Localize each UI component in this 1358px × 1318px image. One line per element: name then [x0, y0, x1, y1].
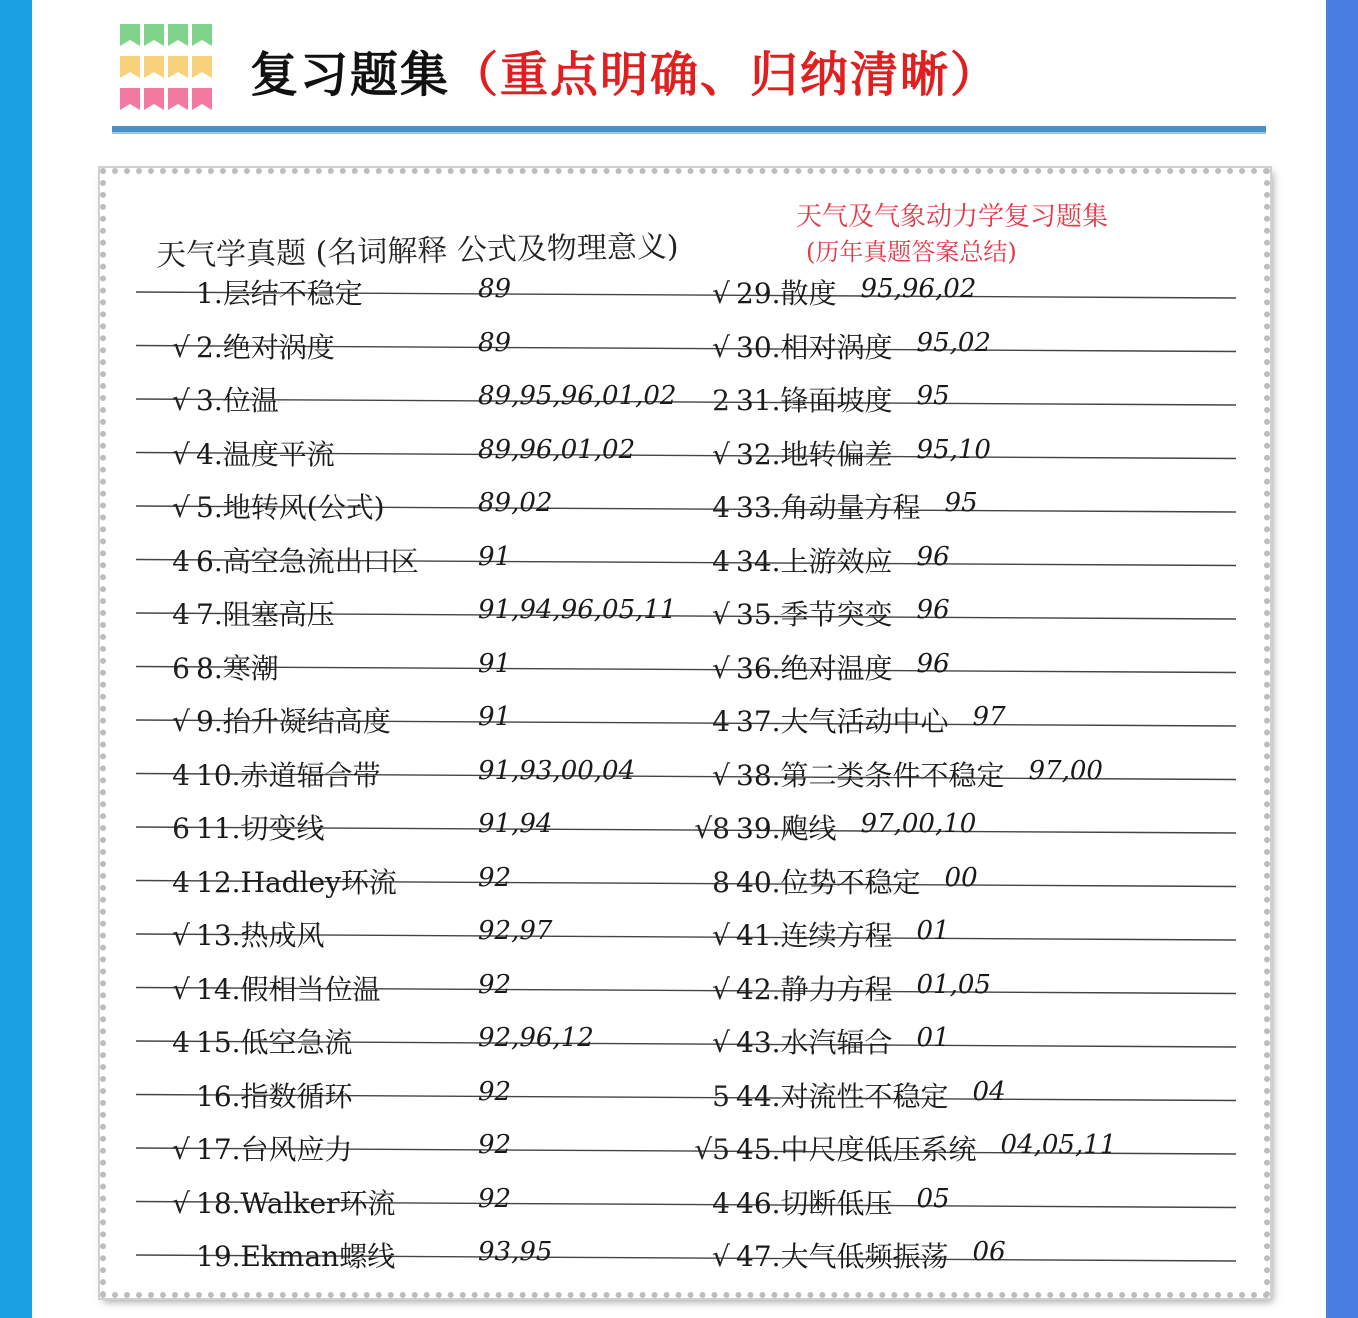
list-item — [686, 1021, 893, 1061]
check-mark: 5 — [712, 1079, 730, 1113]
check-mark: √8 — [694, 812, 730, 845]
list-item — [146, 1021, 353, 1061]
exam-years: 91 — [478, 541, 512, 572]
term-text: 35.季节突变 — [736, 598, 893, 631]
term-text: 17.台风应力 — [196, 1133, 353, 1166]
check-mark: 4 — [172, 758, 190, 792]
list-item — [686, 754, 1005, 794]
check-mark: 4 — [172, 544, 190, 578]
term-text: 39.飑线 — [736, 812, 837, 845]
exam-years: 95 — [916, 381, 950, 411]
exam-years: 91,94,96,05,11 — [478, 595, 677, 625]
check-mark: 4 — [712, 544, 730, 578]
term-text: 3.位温 — [196, 384, 279, 417]
list-item — [686, 272, 837, 312]
exam-years: 96 — [916, 648, 950, 679]
term-text: 8.寒潮 — [196, 651, 279, 685]
term-text: 45.中尺度低压系统 — [736, 1133, 977, 1166]
exam-years: 89 — [478, 274, 512, 304]
check-mark: √ — [712, 1026, 730, 1059]
term-text: 33.角动量方程 — [736, 491, 921, 524]
exam-years: 95,02 — [916, 327, 991, 358]
check-mark: 8 — [712, 865, 730, 899]
check-mark: √ — [712, 437, 730, 471]
exam-years: 01,05 — [916, 969, 991, 1000]
term-text: 47.大气低频振荡 — [736, 1240, 949, 1273]
scanned-handwritten-page — [100, 168, 1270, 1298]
term-text: 2.绝对涡度 — [196, 330, 335, 364]
list-item — [146, 1075, 353, 1115]
term-text: 30.相对涡度 — [736, 330, 893, 364]
exam-years: 92,96,12 — [478, 1023, 594, 1053]
term-text: 15.低空急流 — [196, 1026, 353, 1059]
page-title-main: 复习题集 — [250, 47, 451, 103]
term-text: 13.热成风 — [196, 919, 325, 952]
page-header — [112, 14, 1266, 134]
check-mark: 4 — [172, 865, 190, 899]
term-text: 44.对流性不稳定 — [736, 1079, 949, 1113]
stamp-title: 天气及气象动力学复习题集 — [796, 202, 1109, 232]
exam-years: 96 — [916, 541, 950, 572]
check-mark: √ — [172, 705, 190, 738]
exam-years: 92 — [478, 1076, 512, 1107]
check-mark: √ — [172, 491, 190, 524]
exam-years: 04 — [972, 1076, 1006, 1107]
list-item — [686, 379, 893, 419]
handwritten-heading: 天气学真题 (名词解释 公式及物理意义) — [155, 229, 679, 274]
bunting-flags-icon — [120, 24, 216, 116]
term-text: 29.散度 — [736, 277, 837, 310]
term-text: 18.Walker环流 — [196, 1186, 396, 1220]
check-mark: 4 — [712, 1186, 730, 1220]
check-mark: 4 — [712, 705, 730, 738]
list-item — [686, 861, 921, 901]
exam-years: 93,95 — [478, 1237, 553, 1267]
list-item — [146, 540, 419, 580]
exam-years: 04,05,11 — [1000, 1130, 1117, 1160]
right-frame-bar — [1326, 0, 1358, 1318]
check-mark: √ — [172, 919, 190, 952]
term-text: 43.水汽辐合 — [736, 1026, 893, 1059]
list-item — [686, 326, 893, 366]
list-item — [686, 968, 893, 1008]
check-mark: √ — [172, 972, 190, 1006]
term-text: 11.切变线 — [196, 812, 325, 845]
check-mark: 6 — [172, 651, 190, 685]
check-mark: √ — [172, 330, 190, 364]
term-text: 46.切断低压 — [736, 1186, 893, 1220]
check-mark: √ — [712, 651, 730, 685]
list-item — [146, 968, 381, 1008]
exam-years: 91,94 — [478, 809, 553, 839]
exam-years: 97,00,10 — [860, 809, 977, 839]
exam-years: 96 — [916, 595, 950, 625]
list-item — [686, 540, 893, 580]
term-text: 5.地转风(公式) — [196, 491, 385, 524]
check-mark: 4 — [172, 598, 190, 631]
exam-years: 92 — [478, 1130, 512, 1160]
exam-years: 95 — [944, 488, 978, 518]
list-item — [146, 433, 335, 473]
exam-years: 97 — [972, 702, 1006, 732]
list-item — [686, 807, 837, 847]
exam-years: 00 — [944, 862, 978, 893]
page-title — [250, 36, 1000, 105]
check-mark: 2 — [712, 384, 730, 417]
term-text: 32.地转偏差 — [736, 437, 893, 471]
term-text: 31.锋面坡度 — [736, 384, 893, 417]
list-item — [146, 861, 397, 901]
list-item — [146, 1182, 395, 1222]
exam-years: 91 — [478, 648, 512, 679]
check-mark: √ — [712, 330, 730, 364]
list-item — [146, 807, 325, 847]
header-divider — [112, 126, 1266, 134]
check-mark: √ — [172, 1186, 190, 1220]
term-text: 10.赤道辐合带 — [196, 758, 381, 792]
stamp-subtitle: (历年真题答案总结) — [806, 238, 1017, 266]
exam-years: 95,96,02 — [860, 274, 977, 304]
exam-years: 91,93,00,04 — [478, 755, 636, 786]
exam-years: 89 — [478, 327, 512, 358]
check-mark: 4 — [172, 1026, 190, 1059]
list-item — [686, 593, 893, 633]
term-text: 12.Hadley环流 — [196, 865, 397, 899]
list-item — [146, 379, 279, 419]
exam-years: 05 — [916, 1183, 950, 1214]
exam-years: 92 — [478, 969, 512, 1000]
list-item — [146, 700, 391, 740]
exam-years: 06 — [972, 1237, 1006, 1267]
check-mark: √ — [712, 972, 730, 1006]
check-mark: √ — [172, 1133, 190, 1166]
term-text: 1.层结不稳定 — [196, 277, 363, 310]
exam-years: 89,96,01,02 — [478, 434, 636, 465]
check-mark: √ — [172, 437, 190, 471]
list-item — [686, 486, 921, 526]
list-item — [146, 272, 363, 312]
left-frame-bar — [0, 0, 32, 1318]
term-text: 16.指数循环 — [196, 1079, 353, 1113]
list-item — [686, 433, 893, 473]
check-mark: √ — [712, 919, 730, 952]
exam-years: 92,97 — [478, 916, 553, 946]
list-item — [686, 914, 893, 954]
exam-years: 89,02 — [478, 488, 553, 518]
exam-years: 95,10 — [916, 434, 991, 465]
list-item — [146, 593, 335, 633]
list-item — [146, 1235, 395, 1275]
term-text: 19.Ekman螺线 — [196, 1240, 396, 1273]
check-mark: √ — [712, 598, 730, 631]
term-text: 7.阻塞高压 — [196, 598, 335, 631]
exam-years: 92 — [478, 1183, 512, 1214]
list-item — [146, 754, 381, 794]
exam-years: 01 — [916, 916, 950, 946]
list-item — [146, 914, 325, 954]
check-mark: 4 — [712, 491, 730, 524]
list-item — [146, 326, 335, 366]
check-mark: √5 — [694, 1133, 730, 1166]
check-mark: √ — [172, 384, 190, 417]
check-mark: √ — [712, 758, 730, 792]
term-text: 41.连续方程 — [736, 919, 893, 952]
term-text: 4.温度平流 — [196, 437, 335, 471]
term-text: 6.高空急流出口区 — [196, 544, 419, 578]
term-text: 36.绝对温度 — [736, 651, 893, 685]
exam-years: 92 — [478, 862, 512, 893]
list-item — [686, 647, 893, 687]
check-mark: √ — [712, 277, 730, 310]
list-item — [686, 1075, 949, 1115]
exam-years: 89,95,96,01,02 — [478, 381, 677, 411]
list-item — [146, 647, 279, 687]
term-text: 34.上游效应 — [736, 544, 893, 578]
term-text: 42.静力方程 — [736, 972, 893, 1006]
check-mark: 6 — [172, 812, 190, 845]
exam-years: 01 — [916, 1023, 950, 1053]
list-item — [686, 1235, 949, 1275]
check-mark: √ — [712, 1240, 730, 1273]
term-text: 40.位势不稳定 — [736, 865, 921, 899]
list-item — [686, 1128, 977, 1168]
list-item — [146, 486, 385, 526]
term-text: 38.第二类条件不稳定 — [736, 758, 1005, 792]
exam-years: 97,00 — [1028, 755, 1103, 786]
list-item — [686, 1182, 893, 1222]
list-item — [146, 1128, 353, 1168]
list-item — [686, 700, 949, 740]
term-text: 14.假相当位温 — [196, 972, 381, 1006]
page-subtitle: （重点明确、归纳清晰） — [450, 47, 1001, 103]
term-text: 37.大气活动中心 — [736, 705, 949, 738]
term-text: 9.抬升凝结高度 — [196, 705, 391, 738]
exam-years: 91 — [478, 702, 512, 732]
